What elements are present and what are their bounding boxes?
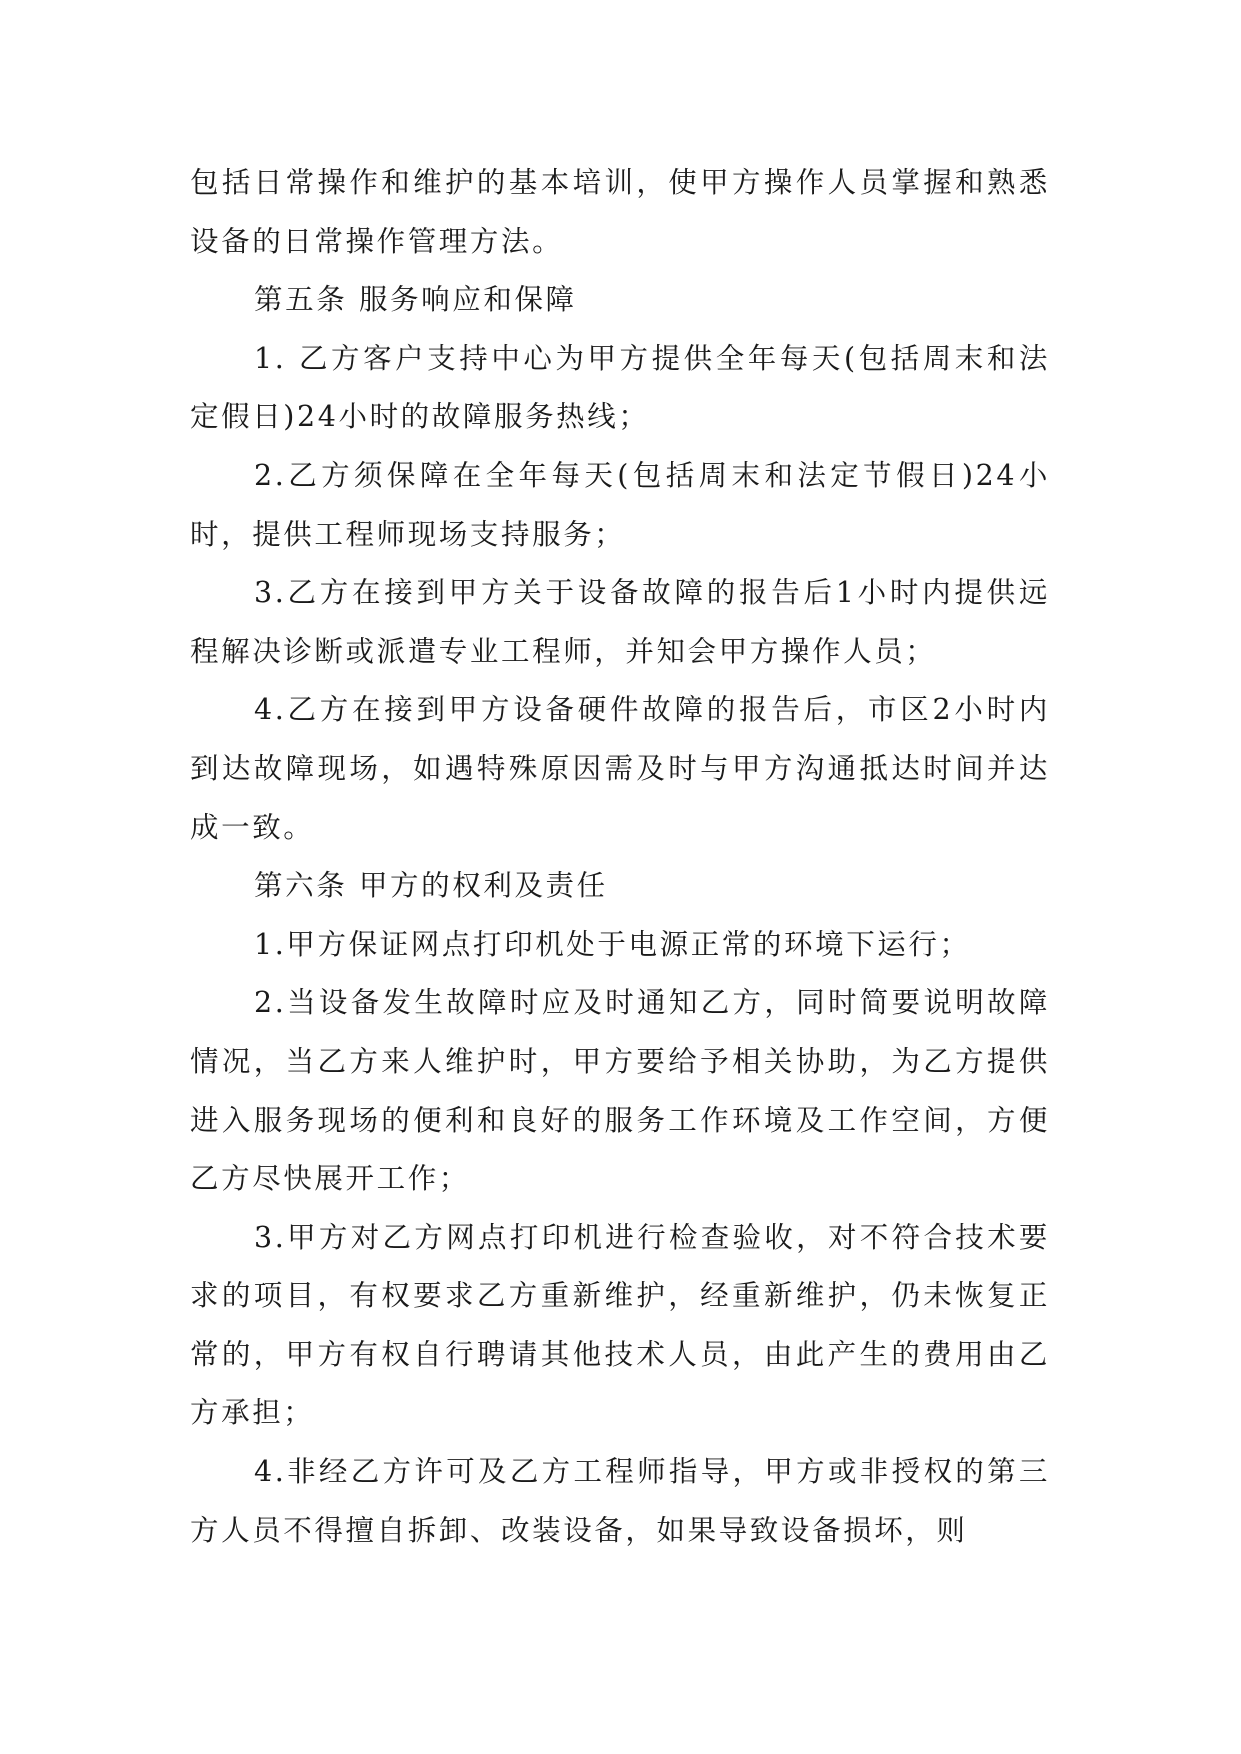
- section-heading-5: 第五条 服务响应和保障: [254, 283, 577, 317]
- paragraph-item: 4.乙方在接到甲方设备硬件故障的报告后，市区2小时内到达故障现场，如遇特殊原因需及时与甲方沟通抵达时间并达成一致。: [190, 693, 1050, 844]
- paragraph-item: 1. 乙方客户支持中心为甲方提供全年每天(包括周末和法定假日)24小时的故障服务热线；: [190, 341, 1050, 434]
- section-heading-6: 第六条 甲方的权利及责任: [254, 869, 608, 903]
- paragraph-item: 1.甲方保证网点打印机处于电源正常的环境下运行；: [254, 927, 971, 961]
- paragraph-continuation: 包括日常操作和维护的基本培训，使甲方操作人员掌握和熟悉设备的日常操作管理方法。: [190, 166, 1050, 258]
- document-body: [190, 154, 1050, 1560]
- paragraph-item: 4.非经乙方许可及乙方工程师指导，甲方或非授权的第三方人员不得擅自拆卸、改装设备，如果导致设备损坏，则: [190, 1455, 1050, 1547]
- paragraph-item: 2.乙方须保障在全年每天(包括周末和法定节假日)24小时，提供工程师现场支持服务；: [190, 458, 1050, 551]
- paragraph-item: 3.乙方在接到甲方关于设备故障的报告后1小时内提供远程解决诊断或派遣专业工程师，并知会甲方操作人员；: [190, 576, 1050, 668]
- paragraph-item: 3.甲方对乙方网点打印机进行检查验收，对不符合技术要求的项目，有权要求乙方重新维护，经重新维护，仍未恢复正常的，甲方有权自行聘请其他技术人员，由此产生的费用由乙方承担；: [190, 1220, 1050, 1430]
- paragraph-item: 2.当设备发生故障时应及时通知乙方，同时简要说明故障情况，当乙方来人维护时，甲方要给予相关协助，为乙方提供进入服务现场的便利和良好的服务工作环境及工作空间，方便乙方尽快展开工作；: [190, 986, 1050, 1196]
